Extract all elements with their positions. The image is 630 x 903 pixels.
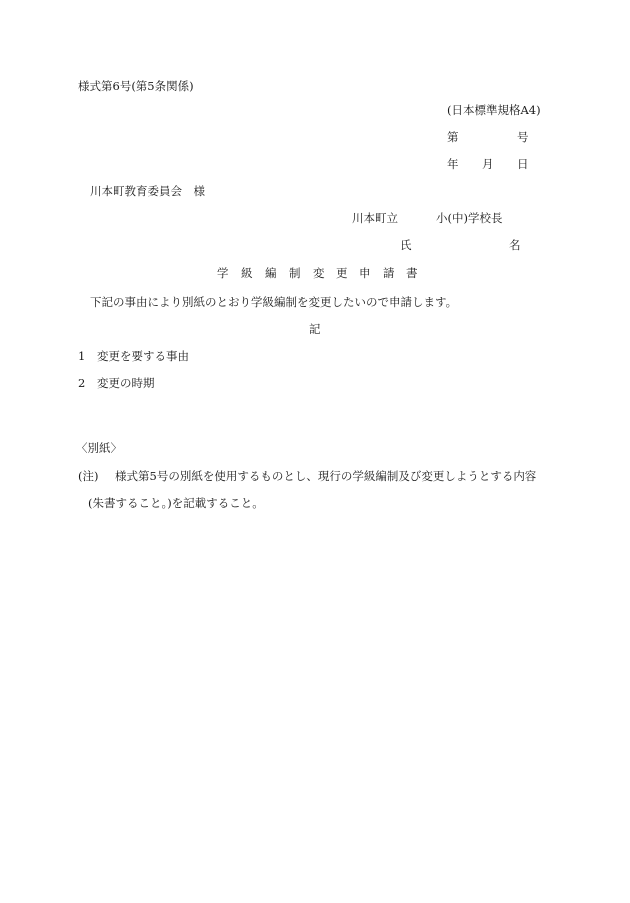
school-principal: 小(中)学校長 [436,211,503,225]
note-line-1: 様式第5号の別紙を使用するものとし、現行の学級編制及び変更しようとする内容 [115,469,537,483]
date-month-label: 月 [482,157,494,171]
doc-number-prefix: 第 [447,130,459,144]
item-text: 変更の時期 [97,376,155,390]
title-char: 学 [217,266,229,280]
name-label-shi: 氏 [400,238,412,252]
doc-number-suffix: 号 [517,130,529,144]
item-number: 1 [78,349,86,363]
form-number: 様式第6号(第5条関係) [78,79,194,93]
date-day-label: 日 [517,157,529,171]
title-char: 変 [313,266,325,280]
addressee: 川本町教育委員会 様 [90,184,205,198]
intro-text: 下記の事由により別紙のとおり学級編制を変更したいので申請します。 [90,295,458,309]
ki-heading: 記 [309,322,321,336]
name-label-mei: 名 [509,238,521,252]
school-town: 川本町立 [352,211,398,225]
date-year-label: 年 [447,157,459,171]
title-char: 制 [289,266,301,280]
title-char: 書 [406,266,418,280]
title-char: 請 [383,266,395,280]
note-line-2: (朱書すること。)を記載すること。 [88,496,264,510]
attachment-label: 〈別紙〉 [76,441,122,455]
item-text: 変更を要する事由 [97,349,189,363]
title-char: 級 [241,266,253,280]
title-char: 編 [265,266,277,280]
item-number: 2 [78,376,86,390]
note-label: (注) [78,469,99,483]
title-char: 更 [336,266,348,280]
paper-size-note: (日本標準規格A4) [447,103,541,117]
title-char: 申 [359,266,371,280]
